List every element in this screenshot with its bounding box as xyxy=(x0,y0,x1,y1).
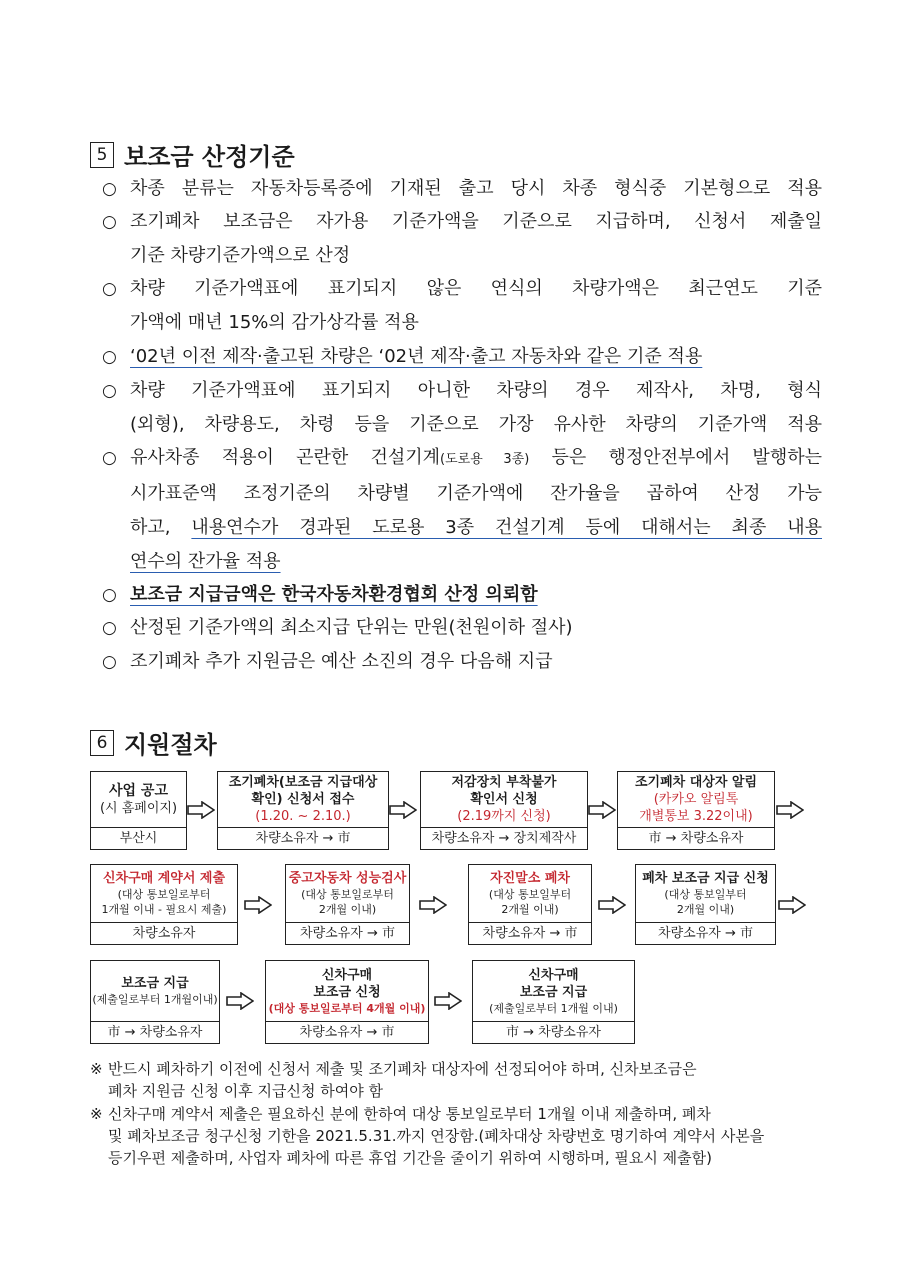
section6-title xyxy=(90,725,217,760)
hollow-arrow-icon xyxy=(419,896,447,914)
bullet-icon: ○ xyxy=(102,347,117,367)
bullet-icon: ○ xyxy=(102,381,117,401)
hollow-arrow-icon xyxy=(244,896,272,914)
hollow-arrow-icon xyxy=(389,801,417,819)
step-box: 폐차 보조금 지급 신청 (대상 통보일부터 2개월 이내) 차량소유자 → 市 xyxy=(635,864,776,945)
reference-mark-icon: ※ xyxy=(90,1060,103,1078)
step-box: 사업 공고 (시 홈페이지) 부산시 xyxy=(90,771,187,850)
underlined-text: 연수의 잔가율 적용 xyxy=(130,551,281,572)
section6-number: 6 xyxy=(90,730,114,756)
list-item: ○ 차량 기준가액표에 표기되지 아니한 차량의 경우 제작사, 차명, 형식 (외형), 차량용도, 차령 등을 기준으로 가장 유사한 차량의 기준가액 적용 xyxy=(102,374,822,442)
step-box: 신차구매 보조금 지급 (제출일로부터 1개월 이내) 市 → 차량소유자 xyxy=(472,960,635,1044)
list-item: ○ 조기폐차 보조금은 자가용 기준가액을 기준으로 지급하며, 신청서 제출일 기준 차량기준가액으로 산정 xyxy=(102,205,822,273)
underlined-text: 보조금 지급금액은 한국자동차환경협회 산정 의뢰함 xyxy=(130,584,538,605)
list-item: ○ 유사차종 적용이 곤란한 건설기계(도로용 3종) 등은 행정안전부에서 발행하는 시가표준액 조정기준의 차량별 기준가액에 잔가율을 곱하여 산정 가능 하고, 내용연수가 경과된 도로용 3종 건설기계 등에 대해서는 최종 내용 연수의 잔가율 적용 xyxy=(102,441,822,579)
list-item: ○ 차종 분류는 자동차등록증에 기재된 출고 당시 차종 형식중 기본형으로 적용 xyxy=(102,172,822,206)
list-item: ○ 차량 기준가액표에 표기되지 않은 연식의 차량가액은 최근연도 기준 가액에 매년 15%의 감가상각률 적용 xyxy=(102,272,822,340)
step-box: 보조금 지급 (제출일로부터 1개월이내) 市 → 차량소유자 xyxy=(90,960,220,1044)
list-item: ○ 조기폐차 추가 지원금은 예산 소진의 경우 다음해 지급 xyxy=(102,645,822,679)
hollow-arrow-icon xyxy=(776,801,804,819)
bullet-icon: ○ xyxy=(102,212,117,232)
list-item xyxy=(102,578,822,612)
note: ※ 신차구매 계약서 제출은 필요하신 분에 한하여 대상 통보일로부터 1개월 이내 제출하며, 폐차 및 폐차보조금 청구신청 기한을 2021.5.31.까지 연장함.(폐차대상 차량번호 명기하여 계약서 사본을 등기우편 제출하며, 사업자 폐차에 따른 휴업 기간을 줄이기 위하여 시행하며, 필요시 제출함) xyxy=(90,1105,765,1167)
step-box: 자진말소 폐차 (대상 통보일부터 2개월 이내) 차량소유자 → 市 xyxy=(468,864,592,945)
bullet-icon: ○ xyxy=(102,652,117,672)
hollow-arrow-icon xyxy=(226,992,254,1010)
bullet-icon: ○ xyxy=(102,585,117,605)
reference-mark-icon: ※ xyxy=(90,1105,103,1123)
bullet-icon: ○ xyxy=(102,279,117,299)
step-box: 조기폐차(보조금 지급대상 확인) 신청서 접수 (1.20. ~ 2.10.) 차량소유자 → 市 xyxy=(217,771,389,850)
step-box: 조기폐차 대상자 알림 (카카오 알림톡 개별통보 3.22이내) 市 → 차량소유자 xyxy=(617,771,775,850)
list-item: ○ 산정된 기준가액의 최소지급 단위는 만원(천원이하 절사) xyxy=(102,611,822,645)
hollow-arrow-icon xyxy=(434,992,462,1010)
section6-title-text: 지원절차 xyxy=(124,731,217,759)
section5-title-text: 보조금 산정기준 xyxy=(124,143,295,171)
step-box: 중고자동차 성능검사 (대상 통보일로부터 2개월 이내) 차량소유자 → 市 xyxy=(285,864,410,945)
step-box: 저감장치 부착불가 확인서 신청 (2.19까지 신청) 차량소유자 → 장치제작사 xyxy=(420,771,588,850)
note: ※ 반드시 폐차하기 이전에 신청서 제출 및 조기폐차 대상자에 선정되어야 하며, 신차보조금은 폐차 지원금 신청 이후 지급신청 하여야 함 xyxy=(90,1060,697,1100)
section5-number: 5 xyxy=(90,142,114,168)
step-box: 신차구매 계약서 제출 (대상 통보일로부터 1개월 이내 - 필요시 제출) 차량소유자 xyxy=(90,864,238,945)
underlined-text: 내용연수가 경과된 도로용 3종 건설기계 등에 대해서는 최종 내용 xyxy=(191,517,822,538)
hollow-arrow-icon xyxy=(778,896,806,914)
hollow-arrow-icon xyxy=(187,801,215,819)
hollow-arrow-icon xyxy=(598,896,626,914)
bullet-icon: ○ xyxy=(102,618,117,638)
section5-title xyxy=(90,137,295,172)
hollow-arrow-icon xyxy=(588,801,616,819)
step-box: 신차구매 보조금 신청 (대상 통보일로부터 4개월 이내) 차량소유자 → 市 xyxy=(265,960,429,1044)
bullet-icon: ○ xyxy=(102,448,117,468)
list-item xyxy=(102,340,822,374)
bullet-icon: ○ xyxy=(102,179,117,199)
underlined-text: ‘02년 이전 제작·출고된 차량은 ‘02년 제작·출고 자동차와 같은 기준 적용 xyxy=(130,346,703,367)
